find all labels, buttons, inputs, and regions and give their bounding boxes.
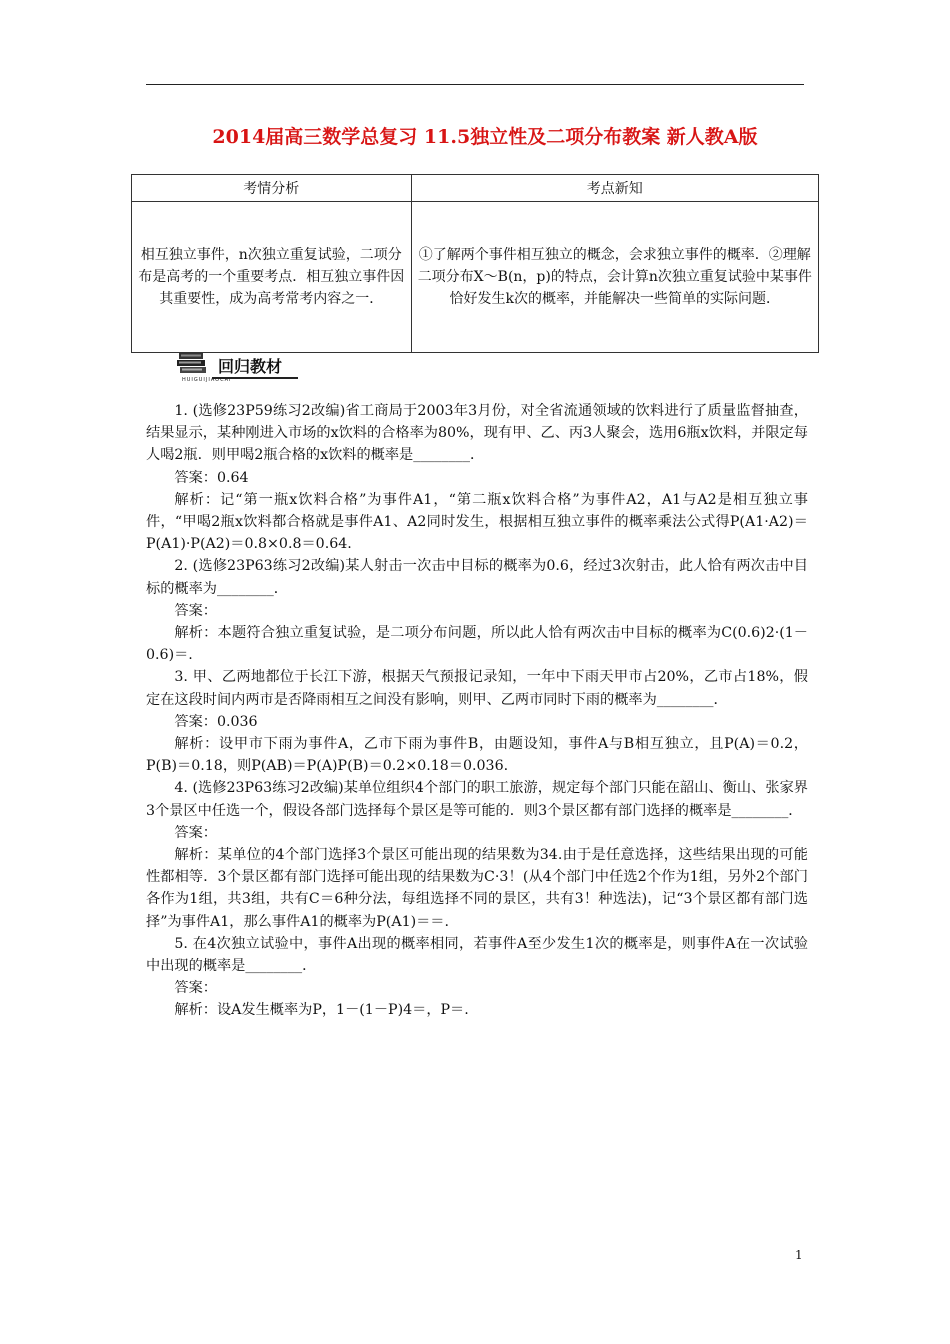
problem-question: 3. 甲、乙两地都位于长江下游，根据天气预报记录知，一年中下雨天甲市占20%，乙市占18%，假定在这段时间内两市是否降雨相互之间没有影响，则甲、乙两市同时下雨的概率为________． — [146, 669, 808, 708]
header-rule — [146, 84, 804, 85]
document-title: 2014届高三数学总复习 11.5独立性及二项分布教案 新人教A版 — [212, 126, 758, 148]
problem-question: 5. 在4次独立试验中，事件A出现的概率相同，若事件A至少发生1次的概率是，则事件A在一次试验中出现的概率是________． — [146, 935, 808, 975]
problem-analysis: 解析：设A发生概率为P，1－(1－P)4＝，P＝. — [174, 1002, 469, 1019]
problem-answer: 答案： — [174, 602, 217, 619]
section-badge-sublabel: HUIGUIJIAOCAI — [182, 377, 232, 383]
section-badge — [176, 350, 301, 386]
table-header-knowledge: 考点新知 — [411, 175, 818, 202]
problem-question: 1. (选修23P59练习2改编)省工商局于2003年3月份，对全省流通领域的饮料进行了质量监督抽查，结果显示，某种刚进入市场的x饮料的合格率为80%，现有甲、乙、丙3人聚会，选用6瓶x饮料，并限定每人喝2瓶．则甲喝2瓶合格的x饮料的概率是________． — [146, 403, 808, 464]
problem-answer: 答案： — [174, 980, 217, 997]
problem-analysis: 解析：某单位的4个部门选择3个景区可能出现的结果数为34.由于是任意选择，这些结果出现的可能性都相等．3个景区都有部门选择可能出现的结果数为C·3！(从4个部门中任选2个作为1组，另外2个部门各作为1组，共3组，共有C＝6种分法，每组选择不同的景区，共有3！种选法)，记“3个景区都有部门选择”为事件A1，那么事件A1的概率为P(A1)＝＝. — [146, 847, 808, 930]
problem-list — [146, 400, 808, 1022]
problem-analysis: 解析：记“第一瓶x饮料合格”为事件A1，“第二瓶x饮料合格”为事件A2，A1与A2是相互独立事件，“甲喝2瓶x饮料都合格就是事件A1、A2同时发生，根据相互独立事件的概率乘法公式得P(A1·A2)＝P(A1)·P(A2)＝0.8×0.8＝0.64. — [146, 491, 808, 553]
problem-answer: 答案： — [174, 824, 217, 841]
problem-answer: 答案：0.64 — [174, 469, 249, 486]
problem-question: 4. (选修23P63练习2改编)某单位组织4个部门的职工旅游，规定每个部门只能在韶山、衡山、张家界3个景区中任选一个，假设各部门选择每个景区是等可能的．则3个景区都有部门选择的概率是________． — [146, 780, 808, 819]
book-stack-icon — [176, 352, 210, 378]
problem-analysis: 解析：本题符合独立重复试验，是二项分布问题，所以此人恰有两次击中目标的概率为C(0.6)2·(1－0.6)＝. — [146, 625, 808, 664]
problem-answer: 答案：0.036 — [174, 713, 258, 730]
table-header-analysis: 考情分析 — [132, 175, 412, 202]
section-badge-label: 回归教材 — [218, 357, 283, 376]
problem-analysis: 解析：设甲市下雨为事件A，乙市下雨为事件B，由题设知，事件A与B相互独立，且P(A)＝0.2，P(B)＝0.18，则P(AB)＝P(A)P(B)＝0.2×0.18＝0.036. — [146, 736, 808, 775]
page-number: 1 — [795, 1248, 803, 1262]
exam-analysis-table — [131, 174, 819, 353]
table-cell-analysis: 相互独立事件，n次独立重复试验，二项分布是高考的一个重要考点．相互独立事件因其重要性，成为高考常考内容之一． — [132, 202, 412, 353]
table-cell-knowledge: ①了解两个事件相互独立的概念，会求独立事件的概率．②理解二项分布X～B(n，p)的特点，会计算n次独立重复试验中某事件恰好发生k次的概率，并能解决一些简单的实际问题． — [411, 202, 818, 353]
problem-question: 2. (选修23P63练习2改编)某人射击一次击中目标的概率为0.6，经过3次射击，此人恰有两次击中目标的概率为________． — [146, 558, 808, 597]
